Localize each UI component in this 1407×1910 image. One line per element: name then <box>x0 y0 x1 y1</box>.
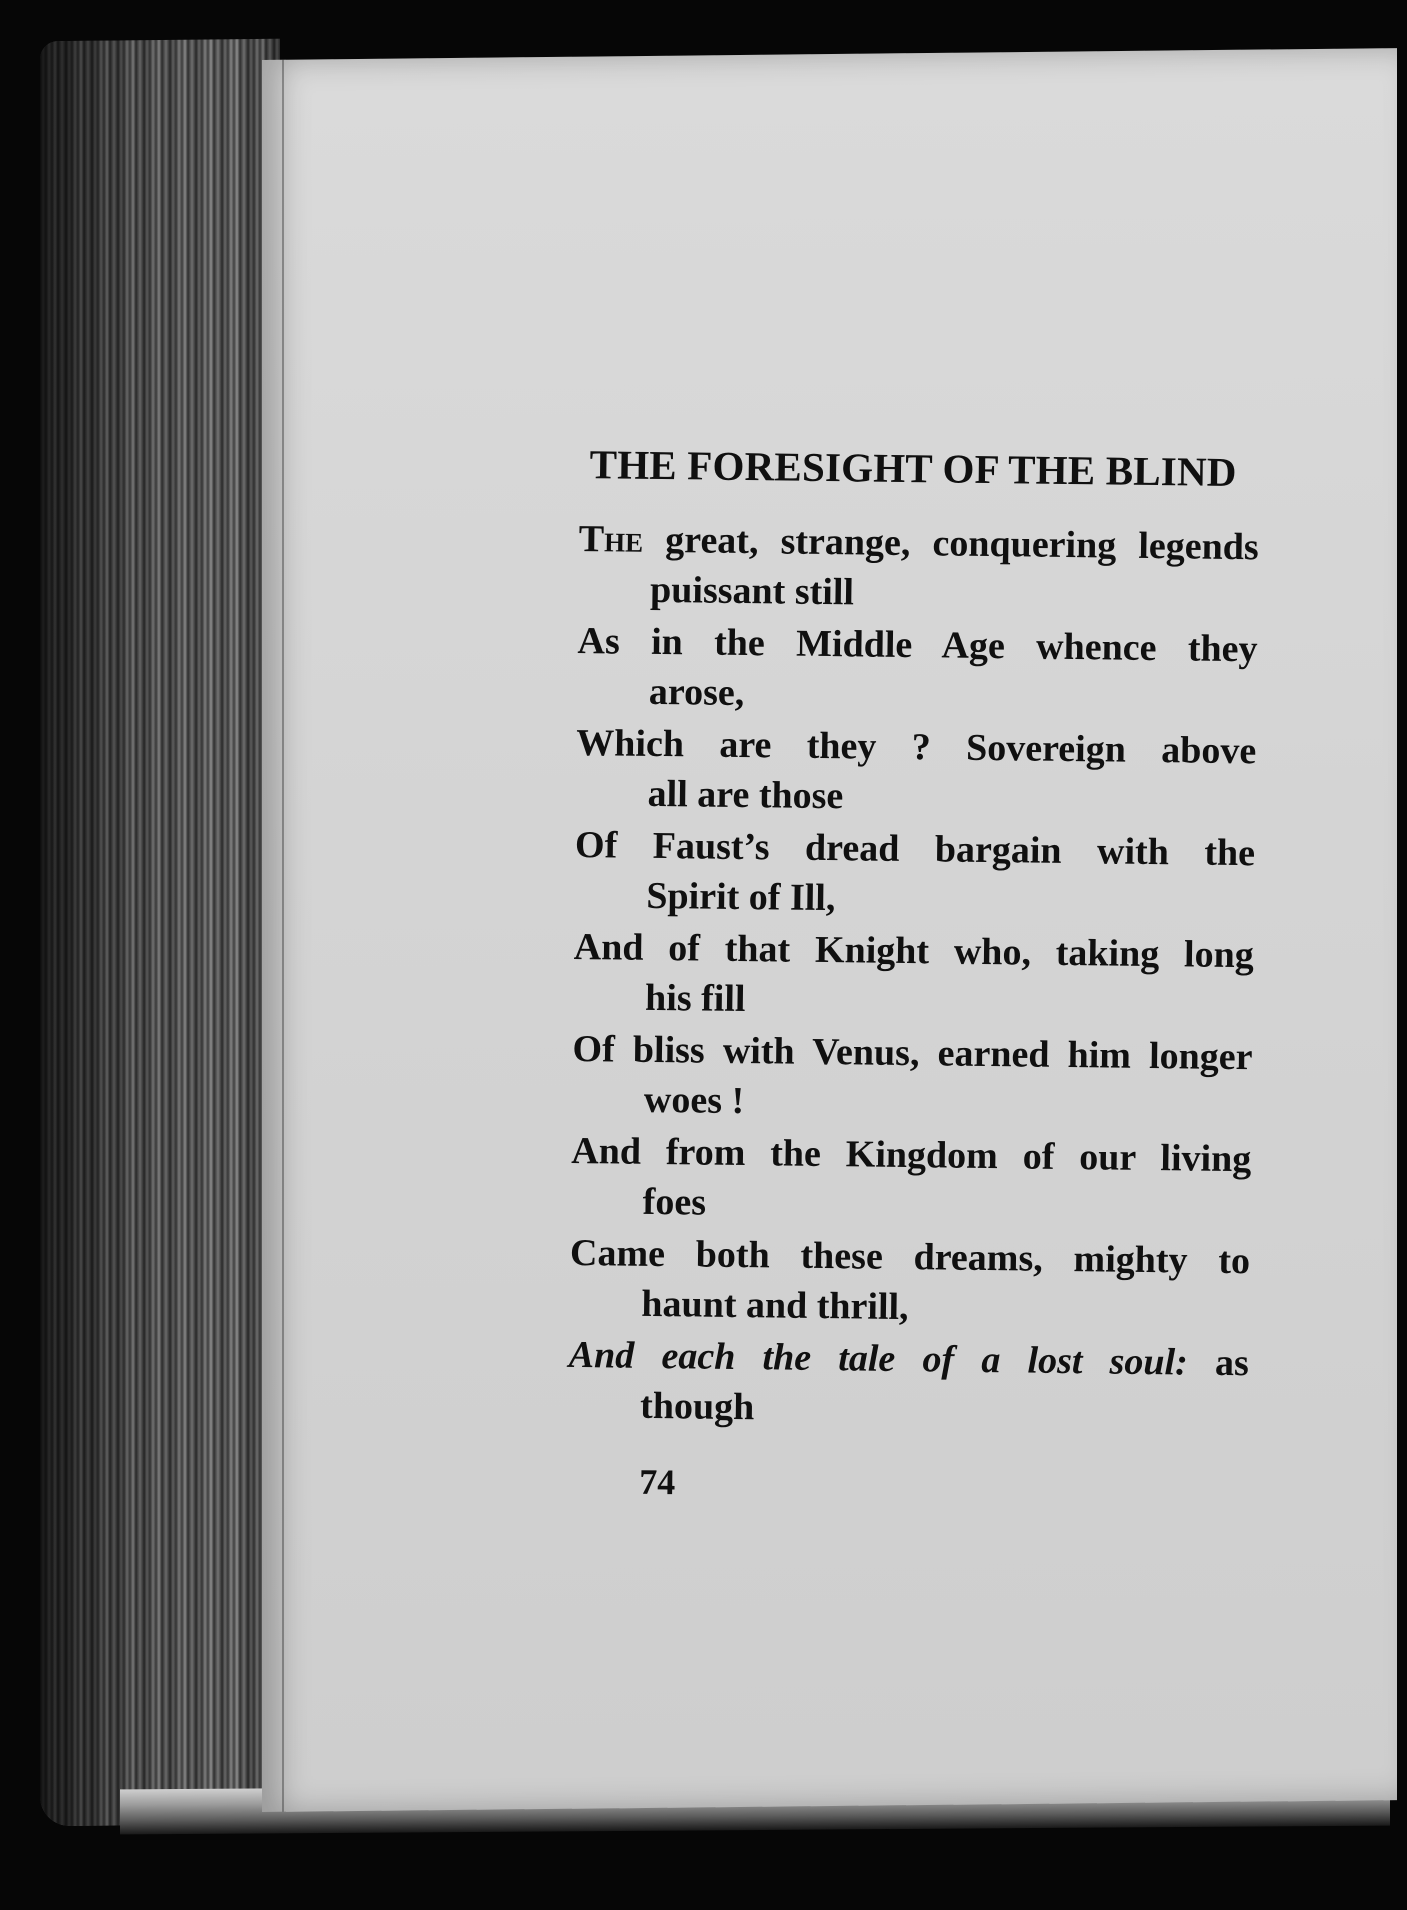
page-gutter-line <box>282 60 284 1812</box>
verse-continuation: foes <box>642 1180 707 1224</box>
verse-continuation: woes ! <box>643 1078 745 1123</box>
verse-line: And from the Kingdom of our living <box>571 1129 1252 1181</box>
verse-continuation: haunt and thrill, <box>641 1282 909 1329</box>
verse-line <box>578 514 1259 572</box>
verse-line: Of Faust’s dread bargain with the <box>574 823 1256 875</box>
drop-word: The <box>578 517 644 561</box>
verse-line: Came both these dreams, mighty to <box>569 1231 1251 1283</box>
verse-line-rest: great, strange, conquering legends <box>642 518 1259 569</box>
verse-2 <box>577 616 1268 724</box>
verse-7 <box>570 1126 1261 1234</box>
poem-title: THE FORESIGHT OF THE BLIND <box>589 441 1237 496</box>
verse-continuation: though <box>639 1384 755 1429</box>
verse-6 <box>572 1024 1263 1132</box>
verse-continuation: Spirit of Ill, <box>646 874 836 920</box>
verse-line: Which are they ? Sovereign above <box>576 721 1257 773</box>
poem-text-block <box>567 440 1270 1510</box>
verse-5 <box>573 922 1264 1030</box>
verse-line: And of that Knight who, taking long <box>573 925 1255 977</box>
verse-italic-part: And each the tale of a lost soul: <box>568 1333 1189 1384</box>
verse-9 <box>568 1330 1259 1438</box>
verse-1 <box>578 514 1269 622</box>
verse-line: Of bliss with Venus, earned him longer <box>572 1027 1253 1079</box>
page-number: 74 <box>639 1461 676 1503</box>
verse-continuation: arose, <box>648 670 745 715</box>
verse-8 <box>569 1228 1260 1336</box>
verse-3 <box>575 718 1266 826</box>
verse-4 <box>574 820 1265 928</box>
verse-continuation: puissant still <box>649 568 855 614</box>
verse-continuation: his fill <box>644 976 746 1021</box>
verse-continuation: all are those <box>647 772 844 818</box>
book-edge-shadow <box>40 39 280 1827</box>
verse-line <box>569 1330 1250 1388</box>
verse-line: As in the Middle Age whence they <box>577 619 1258 671</box>
verse-line-rest: as <box>1187 1341 1250 1385</box>
